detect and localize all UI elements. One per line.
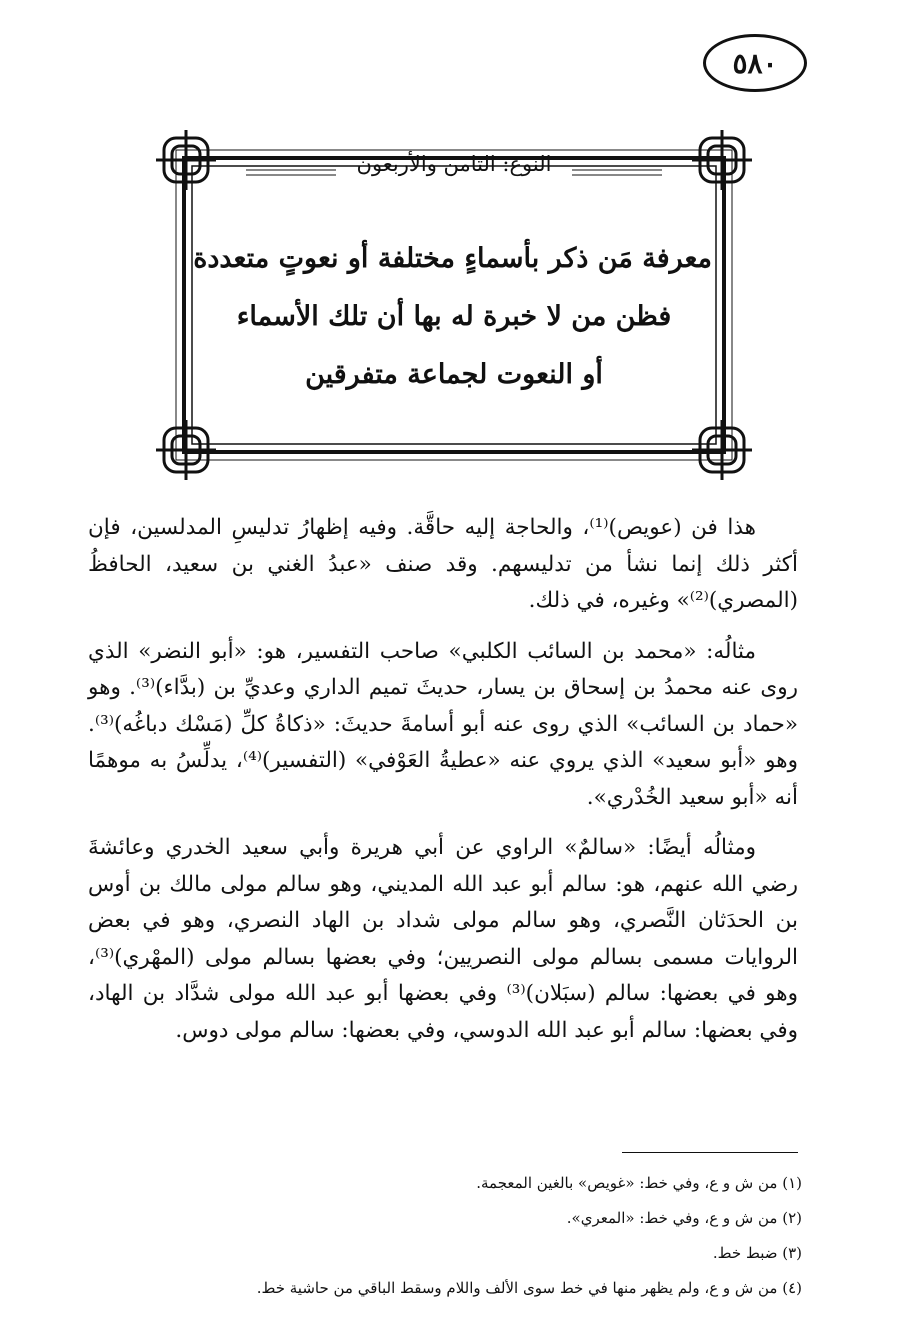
paragraph: هذا فن (عويص)⁽¹⁾، والحاجة إليه حاقَّة. وفيه إظهارُ تدليسِ المدلسين، فإن أكثر ذلك إنما نشأ من تدليسهم. وقد صنف «عبدُ الغني بن سعيد، الحافظُ (المصري)⁽²⁾» وغيره، في ذلك. bbox=[88, 515, 798, 613]
title-frame bbox=[156, 130, 752, 480]
title-line: معرفة مَن ذكر بأسماءٍ مختلفة أو نعوتٍ متعددة bbox=[193, 243, 712, 274]
chapter-label: النوع: الثامن والأربعون bbox=[356, 152, 552, 176]
body-text bbox=[88, 510, 798, 1063]
footnote: (٣) ضبط خط. bbox=[712, 1244, 802, 1262]
title-line: فظن من لا خبرة له بها أن تلك الأسماء bbox=[236, 301, 672, 332]
main-title bbox=[193, 230, 712, 404]
page-number: ٥٨٠ bbox=[703, 34, 807, 92]
paragraph: مثالُه: «محمد بن السائب الكلبي» صاحب التفسير، هو: «أبو النضر» الذي روى عنه محمدُ بن إسحاق بن يسار، حديثَ تميم الداري وعديِّ بن (بدَّاء)⁽³⁾. وهو «حماد بن السائب» الذي روى عنه أبو أسامةَ حديثَ: «ذكاةُ كلِّ (مَسْك دباغُه)⁽³⁾. وهو «أبو سعيد» الذي يروي عنه «عطيةُ العَوْفي» (التفسير)⁽⁴⁾، يدلِّسُ به موهمًا أنه «أبو سعيد الخُدْري». bbox=[88, 638, 799, 810]
footnote: (٢) من ش و ع، وفي خط: «المعري». bbox=[566, 1209, 802, 1227]
footnote: (٤) من ش و ع، ولم يظهر منها في خط سوى الألف واللام وسقط الباقي من حاشية خط. bbox=[256, 1279, 802, 1297]
paragraph: ومثالُه أيضًا: «سالمٌ» الراوي عن أبي هريرة وأبي سعيد الخدري وعائشةَ رضي الله عنهم، هو: سالم أبو عبد الله المديني، وهو سالم مولى مالك بن أوس بن الحدَثان النَّصري، وهو سالم مولى شداد بن الهاد النصري، وهو في بعض الروايات مسمى بسالم مولى النصريين؛ وفي بعضها بسالم مولى (المهْري)⁽³⁾، وهو في بعضها: سالم (سبَلان)⁽³⁾ وفي بعضها أبو عبد الله مولى شدَّاد بن الهاد، وفي بعضها: سالم أبو عبد الله الدوسي، وفي بعضها: سالم مولى دوس. bbox=[88, 835, 798, 1043]
footnote-separator bbox=[622, 1152, 798, 1153]
footnote: (١) من ش و ع، وفي خط: «غويص» بالغين المعجمة. bbox=[476, 1174, 802, 1192]
corner-knot-bottom-left bbox=[156, 420, 216, 480]
title-line: أو النعوت لجماعة متفرقين bbox=[305, 359, 603, 390]
footnotes bbox=[88, 1166, 802, 1306]
corner-knot-bottom-right bbox=[692, 420, 752, 480]
